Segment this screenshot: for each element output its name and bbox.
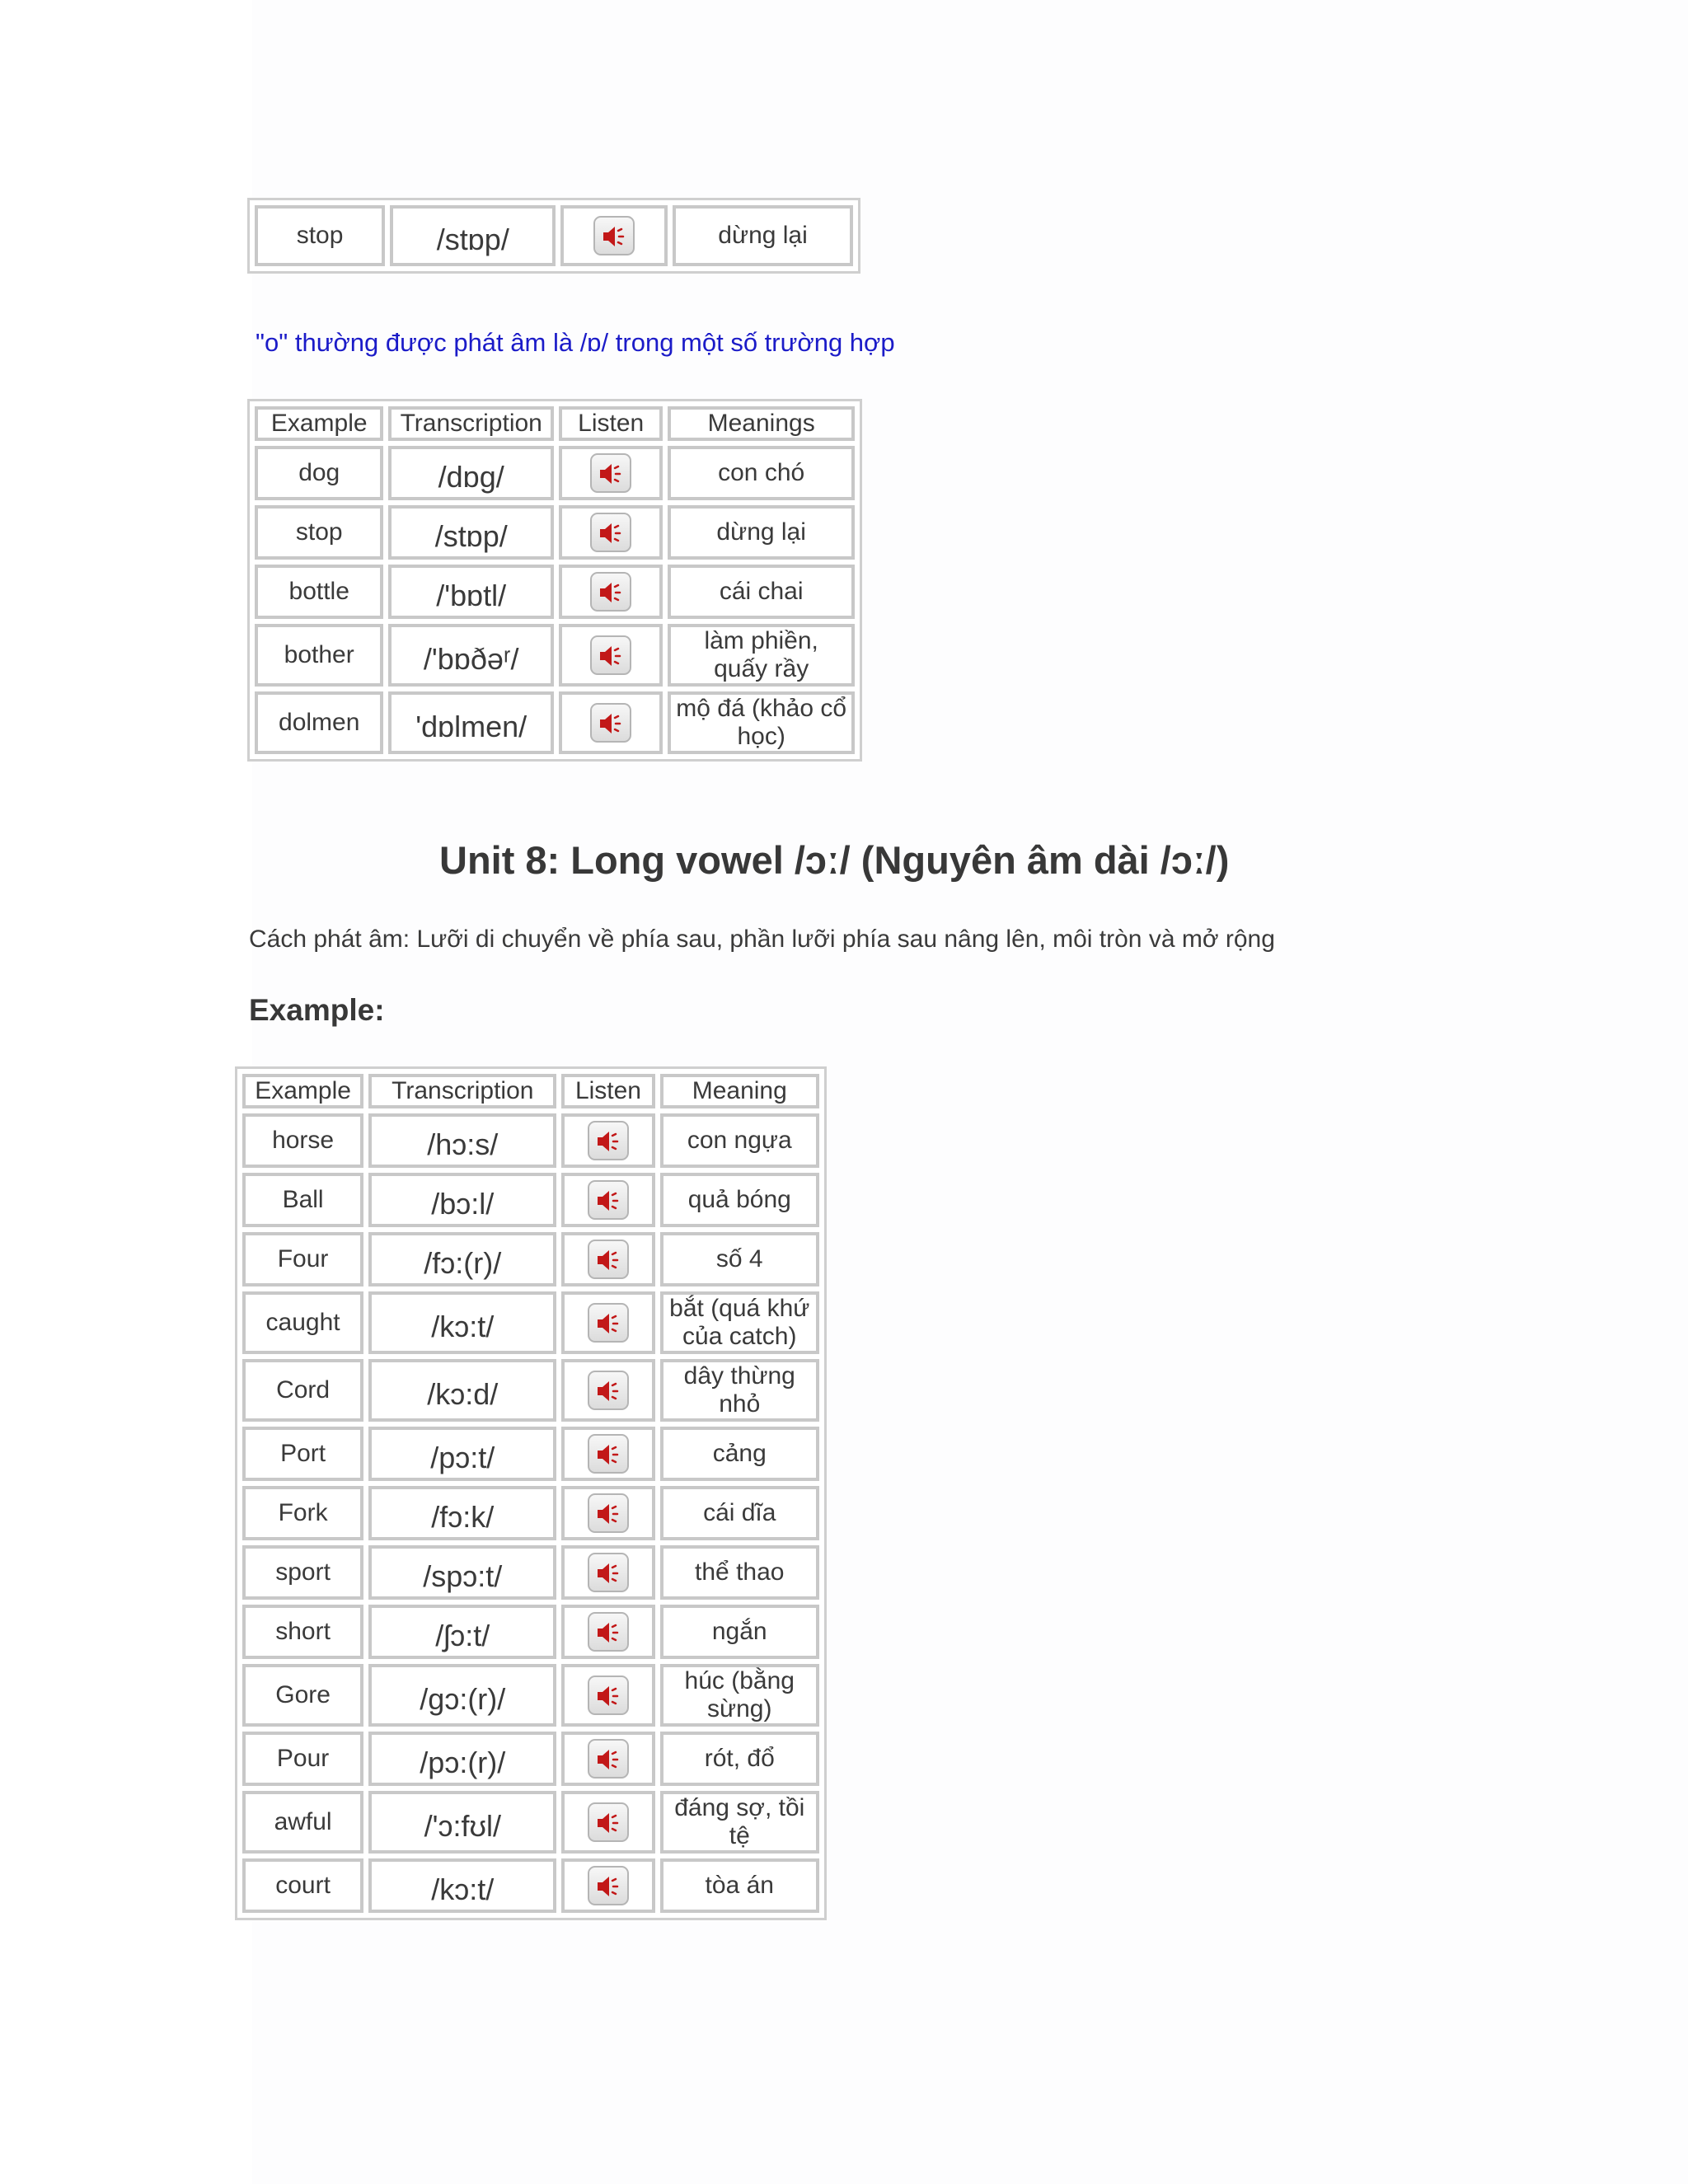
table-row [242, 1545, 819, 1600]
listen-cell [560, 205, 668, 266]
example-cell: Cord [242, 1359, 363, 1422]
meaning-cell: mộ đá (khảo cổ học) [668, 691, 855, 754]
example-cell: Pour [242, 1732, 363, 1786]
table-row [242, 1605, 819, 1659]
transcription-cell: /kɔ:t/ [368, 1291, 556, 1354]
listen-cell [559, 624, 663, 687]
transcription-cell: 'dɒlmen/ [388, 691, 554, 754]
listen-cell [559, 446, 663, 500]
transcription-cell: /spɔ:t/ [368, 1545, 556, 1600]
speaker-icon[interactable] [590, 635, 631, 675]
header-example: Example [242, 1074, 363, 1108]
table-row [255, 505, 855, 560]
transcription-cell: /'bɒðəʳ/ [388, 624, 554, 687]
meaning-cell: cái chai [668, 565, 855, 619]
table-row [242, 1359, 819, 1422]
top-row-table [247, 198, 860, 274]
transcription-cell: /ʃɔ:t/ [368, 1605, 556, 1659]
table-row [242, 1858, 819, 1913]
example-cell: dolmen [255, 691, 383, 754]
transcription-cell: /pɔ:t/ [368, 1427, 556, 1481]
listen-cell [561, 1732, 654, 1786]
example-cell: awful [242, 1791, 363, 1854]
example-cell: bother [255, 624, 383, 687]
table-row [242, 1427, 819, 1481]
listen-cell [561, 1359, 654, 1422]
table-row [242, 1664, 819, 1727]
listen-cell [559, 505, 663, 560]
speaker-icon[interactable] [590, 453, 631, 493]
speaker-icon[interactable] [588, 1180, 629, 1220]
pronunciation-note: "o" thường được phát âm là /ɒ/ trong một số trường hợp [256, 328, 895, 357]
speaker-icon[interactable] [590, 703, 631, 743]
listen-cell [561, 1291, 654, 1354]
speaker-icon[interactable] [588, 1493, 629, 1533]
header-example: Example [255, 406, 383, 441]
transcription-cell: /'bɒtl/ [388, 565, 554, 619]
listen-cell [561, 1232, 654, 1286]
meaning-cell: dây thừng nhỏ [660, 1359, 819, 1422]
meaning-cell: con chó [668, 446, 855, 500]
meaning-cell: bắt (quá khứ của catch) [660, 1291, 819, 1354]
speaker-icon[interactable] [588, 1553, 629, 1592]
listen-cell [561, 1173, 654, 1227]
pronunciation-instructions: Cách phát âm: Lưỡi di chuyển về phía sau, phần lưỡi phía sau nâng lên, môi tròn và mở rộng [249, 926, 1275, 953]
table-row [242, 1791, 819, 1854]
transcription-cell: /kɔ:d/ [368, 1359, 556, 1422]
example-cell: Four [242, 1232, 363, 1286]
header-transcription: Transcription [388, 406, 554, 441]
speaker-icon[interactable] [588, 1739, 629, 1779]
listen-cell [561, 1791, 654, 1854]
table-row [242, 1232, 819, 1286]
transcription-cell: /dɒg/ [388, 446, 554, 500]
table-header-row [255, 406, 855, 441]
transcription-cell: /gɔ:(r)/ [368, 1664, 556, 1727]
table-header-row [242, 1074, 819, 1108]
transcription-cell: /pɔ:(r)/ [368, 1732, 556, 1786]
meaning-cell: cái dĩa [660, 1486, 819, 1540]
table-row [242, 1486, 819, 1540]
speaker-icon[interactable] [593, 216, 635, 255]
meaning-cell: thể thao [660, 1545, 819, 1600]
transcription-cell: /stɒp/ [388, 505, 554, 560]
table-row [255, 691, 855, 754]
speaker-icon[interactable] [588, 1371, 629, 1410]
example-cell: dog [255, 446, 383, 500]
header-meaning: Meanings [668, 406, 855, 441]
listen-cell [561, 1113, 654, 1168]
example-cell: sport [242, 1545, 363, 1600]
table-row [255, 205, 853, 266]
transcription-cell: /fɔ:(r)/ [368, 1232, 556, 1286]
transcription-cell: /'ɔ:fʊl/ [368, 1791, 556, 1854]
example-cell: stop [255, 205, 385, 266]
long-vowel-table [235, 1066, 827, 1920]
listen-cell [561, 1545, 654, 1600]
example-cell: Fork [242, 1486, 363, 1540]
meaning-cell: đáng sợ, tồi tệ [660, 1791, 819, 1854]
header-listen: Listen [561, 1074, 654, 1108]
speaker-icon[interactable] [588, 1612, 629, 1652]
listen-cell [561, 1486, 654, 1540]
speaker-icon[interactable] [590, 513, 631, 552]
speaker-icon[interactable] [588, 1675, 629, 1715]
table-row [242, 1173, 819, 1227]
header-transcription: Transcription [368, 1074, 556, 1108]
header-meaning: Meaning [660, 1074, 819, 1108]
vowel-o-table [247, 399, 862, 762]
table-row [242, 1113, 819, 1168]
speaker-icon[interactable] [588, 1303, 629, 1343]
transcription-cell: /stɒp/ [390, 205, 556, 266]
header-listen: Listen [559, 406, 663, 441]
listen-cell [559, 691, 663, 754]
speaker-icon[interactable] [588, 1434, 629, 1474]
example-cell: bottle [255, 565, 383, 619]
transcription-cell: /kɔ:t/ [368, 1858, 556, 1913]
listen-cell [559, 565, 663, 619]
meaning-cell: dừng lại [673, 205, 853, 266]
meaning-cell: quả bóng [660, 1173, 819, 1227]
meaning-cell: làm phiền, quấy rầy [668, 624, 855, 687]
meaning-cell: húc (bằng sừng) [660, 1664, 819, 1727]
example-cell: court [242, 1858, 363, 1913]
meaning-cell: số 4 [660, 1232, 819, 1286]
listen-cell [561, 1605, 654, 1659]
speaker-icon[interactable] [588, 1121, 629, 1160]
meaning-cell: con ngựa [660, 1113, 819, 1168]
meaning-cell: rót, đổ [660, 1732, 819, 1786]
meaning-cell: cảng [660, 1427, 819, 1481]
example-cell: Ball [242, 1173, 363, 1227]
table-row [255, 565, 855, 619]
listen-cell [561, 1858, 654, 1913]
transcription-cell: /bɔ:l/ [368, 1173, 556, 1227]
listen-cell [561, 1427, 654, 1481]
speaker-icon[interactable] [590, 572, 631, 612]
example-cell: Port [242, 1427, 363, 1481]
example-cell: short [242, 1605, 363, 1659]
table-row [242, 1732, 819, 1786]
speaker-icon[interactable] [588, 1866, 629, 1905]
meaning-cell: ngắn [660, 1605, 819, 1659]
example-cell: caught [242, 1291, 363, 1354]
meaning-cell: dừng lại [668, 505, 855, 560]
example-heading: Example: [249, 993, 385, 1027]
meaning-cell: tòa án [660, 1858, 819, 1913]
transcription-cell: /hɔ:s/ [368, 1113, 556, 1168]
page-title: Unit 8: Long vowel /ɔː/ (Nguyên âm dài /ɔː/) [439, 838, 1230, 882]
example-cell: horse [242, 1113, 363, 1168]
listen-cell [561, 1664, 654, 1727]
transcription-cell: /fɔ:k/ [368, 1486, 556, 1540]
example-cell: Gore [242, 1664, 363, 1727]
table-row [255, 446, 855, 500]
table-row [242, 1291, 819, 1354]
speaker-icon[interactable] [588, 1240, 629, 1279]
table-row [255, 624, 855, 687]
speaker-icon[interactable] [588, 1802, 629, 1842]
example-cell: stop [255, 505, 383, 560]
